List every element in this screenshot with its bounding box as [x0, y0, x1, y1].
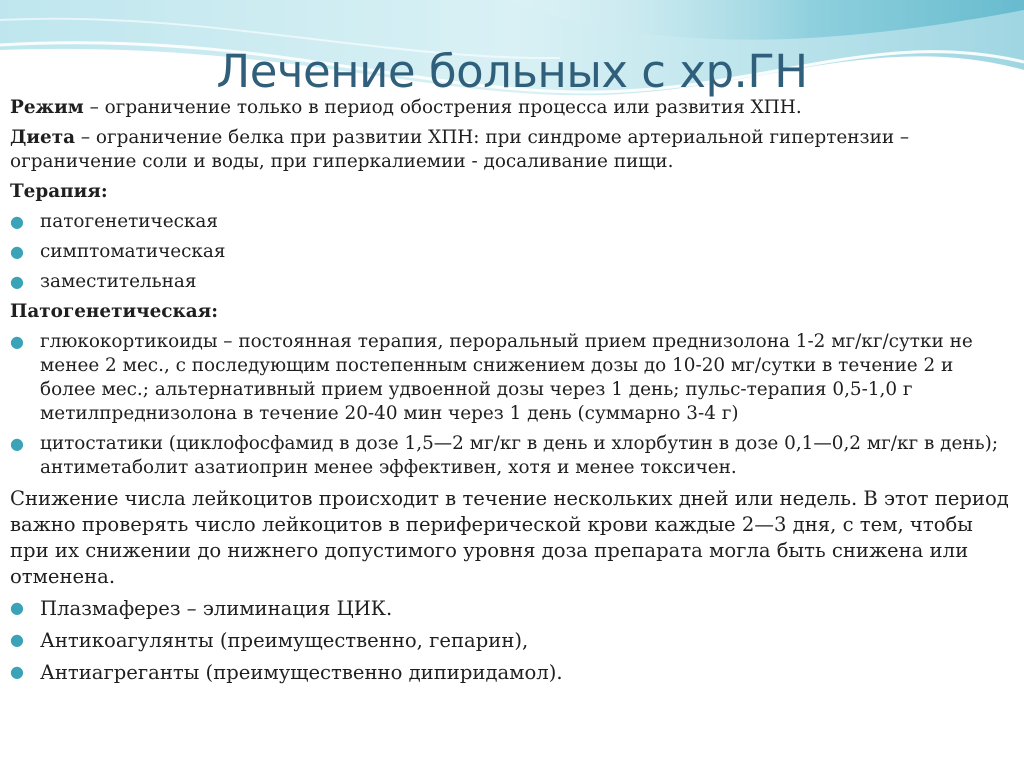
- regime-text: – ограничение только в период обострения процесса или развития ХПН.: [83, 97, 802, 118]
- regime-label: Режим: [10, 97, 84, 118]
- regime-paragraph: [10, 96, 1014, 120]
- diet-paragraph: [10, 126, 1014, 174]
- pathogenetic-heading: Патогенетическая:: [10, 301, 219, 322]
- bullet-icon: ●: [10, 598, 24, 617]
- bullet-icon: ●: [10, 242, 24, 261]
- bullet-icon: ●: [10, 272, 24, 291]
- bullet-icon: ●: [10, 332, 24, 351]
- bullet-icon: ●: [10, 212, 24, 231]
- bullet-icon: ●: [10, 662, 24, 681]
- diet-label: Диета: [10, 127, 76, 148]
- list-item: ● цитостатики (циклофосфамид в дозе 1,5—2 мг/кг в день и хлорбутин в дозе 0,1—0,2 мг/кг в день); антиметаболит азатиоприн менее эффективен, хотя и менее токсичен.: [10, 433, 999, 478]
- list-item: ● симптоматическая: [10, 241, 226, 262]
- list-item: ● Плазмаферез – элиминация ЦИК.: [10, 597, 393, 620]
- list-item: ● заместительная: [10, 271, 197, 292]
- list-item: ● глюкокортикоиды – постоянная терапия, пероральный прием преднизолона 1-2 мг/кг/сутки не менее 2 мес., с последующим постепенным снижением дозы до 10-20 мг/сутки в течение 2 и более мес.; альтернативный прием удвоенной дозы через 1 день; пульс-терапия 0,5-1,0 г метилпреднизолона в течение 20-40 мин через 1 день (суммарно 3-4 г): [10, 331, 973, 424]
- diet-text: – ограничение белка при развитии ХПН: при синдроме артериальной гипертензии – ограничение соли и воды, при гиперкалиемии - досаливание пищи.: [10, 127, 910, 172]
- bullet-icon: ●: [10, 630, 24, 649]
- slide-title: Лечение больных с хр.ГН: [216, 45, 808, 98]
- leukocytes-paragraph: Снижение числа лейкоцитов происходит в течение нескольких дней или недель. В этот период важно проверять число лейкоцитов в периферической крови каждые 2—3 дня, с тем, чтобы при их снижении до нижнего допустимого уровня доза препарата могла быть снижена или отменена.: [10, 487, 1009, 588]
- therapy-heading: Терапия:: [10, 181, 108, 202]
- bullet-icon: ●: [10, 434, 24, 453]
- slide-content: [10, 96, 1014, 686]
- list-item: ● Антиагреганты (преимущественно дипиридамол).: [10, 661, 563, 684]
- list-item: ● Антикоагулянты (преимущественно, гепарин),: [10, 629, 529, 652]
- list-item: ● патогенетическая: [10, 211, 218, 232]
